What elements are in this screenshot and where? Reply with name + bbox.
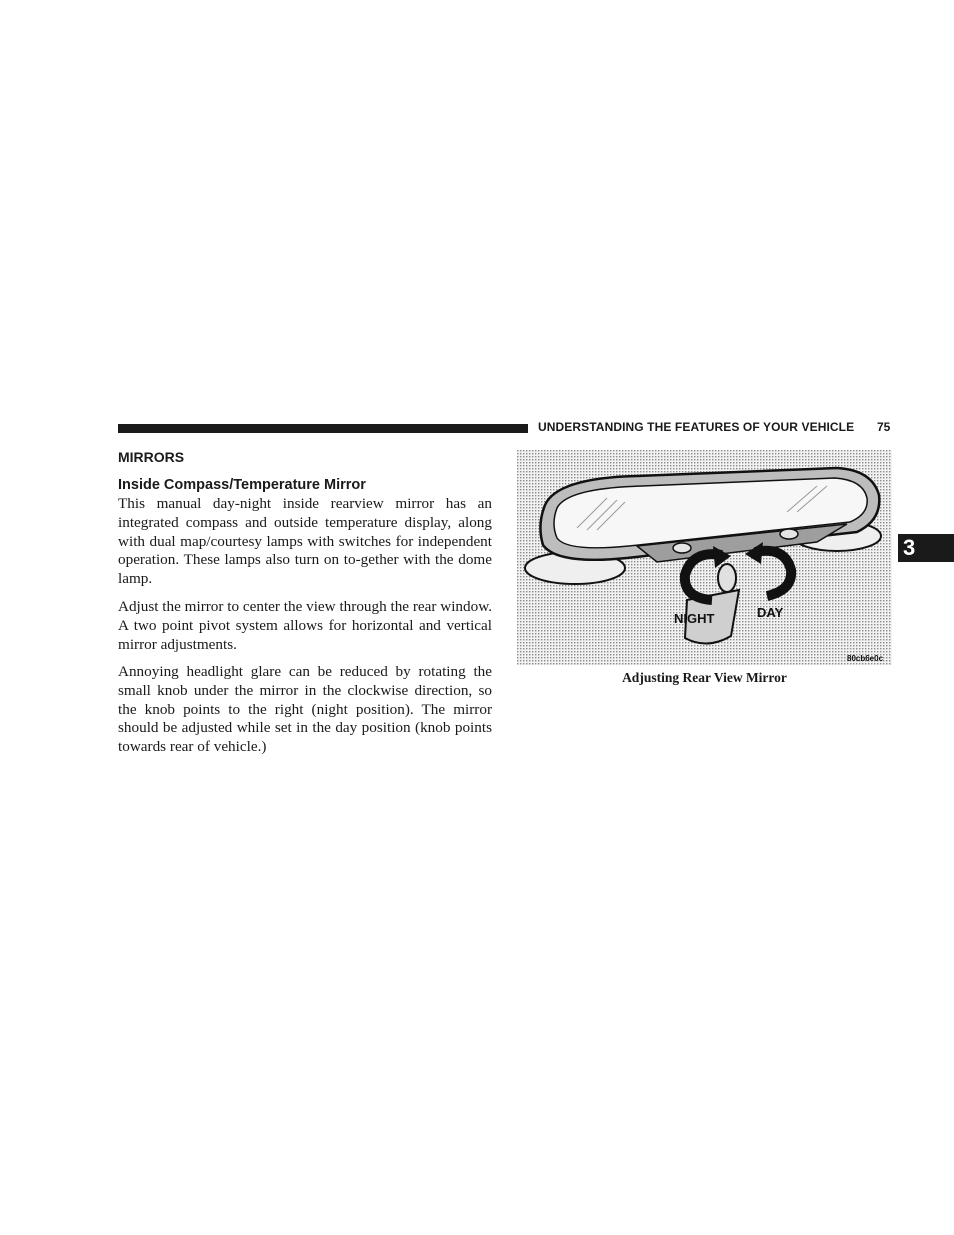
day-label: DAY [757, 605, 784, 620]
night-label: NIGHT [674, 611, 715, 626]
day-night-knob [718, 564, 736, 592]
header-rule [118, 424, 528, 433]
paragraph-1: This manual day-night inside rearview mirror has an integrated compass and outside temperature display, along with dual map/courtesy lamps with switches for independent operation. These lamps also turn on to-gether with the dome lamp. [118, 495, 492, 588]
paragraph-3: Annoying headlight glare can be reduced by rotating the small knob under the mirror in the clockwise direction, so the knob points to the right (night position). The mirror should be adjusted while set in the day position (knob points towards rear of vehicle.) [118, 663, 492, 756]
page-number: 75 [877, 420, 891, 434]
lamp-switch-left [673, 543, 691, 553]
chapter-tab: 3 [898, 534, 954, 562]
section-heading: MIRRORS [118, 449, 185, 465]
figure-caption: Adjusting Rear View Mirror [622, 670, 787, 685]
subsection-heading: Inside Compass/Temperature Mirror [118, 477, 366, 493]
running-title: UNDERSTANDING THE FEATURES OF YOUR VEHICLE [538, 420, 855, 434]
lamp-switch-right [780, 529, 798, 539]
rear-view-mirror-illustration [517, 450, 892, 665]
figure-code: 80cb6e0c [847, 654, 884, 663]
paragraph-2: Adjust the mirror to center the view through the rear window. A two point pivot system allows for horizontal and vertical mirror adjustments. [118, 598, 492, 653]
